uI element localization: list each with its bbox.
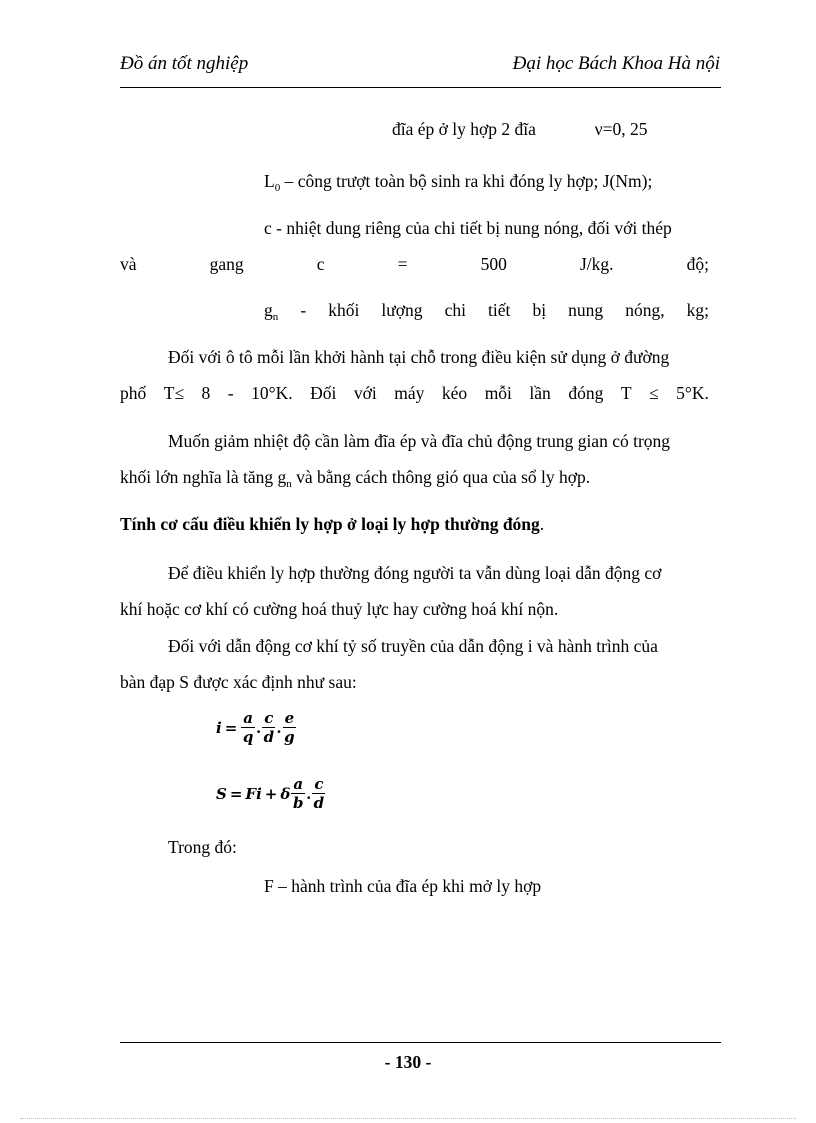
line-c-value: và gang c = 500 J/kg. độ; (120, 254, 709, 274)
fraction-e-g: $\frac{e}{g}$ (284, 709, 295, 746)
line-gn-definition: $g_n$ - khối lượng chi tiết bị nung nóng, kg; (264, 300, 709, 323)
paragraph-giam-nhiet-line1: Muốn giảm nhiệt độ cần làm đĩa ép và đĩa chủ động trung gian có trọng (168, 431, 671, 451)
f-definition: F – hành trình của đĩa ép khi mở ly hợp (264, 876, 542, 896)
header-left-title: Đồ án tốt nghiệp (120, 53, 249, 74)
paragraph-dieu-khien-line1: Để điều khiển ly hợp thường đóng người ta vẫn dùng loại dẫn động cơ (168, 563, 662, 583)
line-c-definition: c - nhiệt dung riêng của chi tiết bị nung nóng, đối với thép (264, 218, 672, 238)
poisson-ratio: ν=0, 25 (594, 119, 648, 139)
line-dia-ep (392, 118, 647, 140)
formula-pedal-travel: S = Fi + δ $\frac{a}{b}$ . $\frac{c}{d}$ (216, 775, 325, 812)
formula-gear-ratio: i = $\frac{a}{q}$ . $\frac{c}{d}$ . $\frac{e}{g}$ (216, 709, 295, 746)
paragraph-giam-nhiet-line2: khối lớn nghĩa là tăng $g_n$ và bằng cách thông gió qua của sổ ly hợp. (120, 467, 591, 490)
paragraph-dan-dong-line1: Đối với dẫn động cơ khí tỷ số truyền của dẫn động i và hành trình của (168, 636, 658, 656)
paragraph-oto-line1: Đối với ô tô mỗi lần khởi hành tại chỗ trong điều kiện sử dụng ở đường (168, 347, 670, 367)
paragraph-oto-line2: phố T≤ 8 - 10°K. Đối với máy kéo mỗi lần đóng T ≤ 5°K. (120, 383, 709, 403)
footer-divider (120, 1042, 721, 1043)
fraction-c-d: $\frac{c}{d}$ (263, 709, 275, 746)
trong-do-label: Trong đó: (168, 837, 237, 857)
page-number: - 130 - (384, 1052, 432, 1072)
paragraph-dieu-khien-line2: khí hoặc cơ khí có cường hoá thuỷ lực hay cường hoá khí nộn. (120, 599, 559, 619)
fraction-c-d-2: $\frac{c}{d}$ (313, 775, 325, 812)
paragraph-dan-dong-line2: bàn đạp S được xác định như sau: (120, 672, 357, 692)
fraction-a-b: $\frac{a}{b}$ (292, 775, 304, 812)
line-l0-definition: $L_0$ – công trượt toàn bộ sinh ra khi đóng ly hợp; J(Nm); (264, 171, 653, 194)
fraction-a-q: $\frac{a}{q}$ (242, 709, 254, 746)
header-right-title: Đại học Bách Khoa Hà nội (512, 53, 720, 74)
dia-ep-text: đĩa ép ở ly hợp 2 đĩa (392, 119, 536, 139)
page-bottom-edge (20, 1118, 796, 1119)
section-heading: Tính cơ cấu điều khiển ly hợp ở loại ly hợp thường đóng. (120, 514, 545, 534)
header-divider (120, 87, 721, 88)
